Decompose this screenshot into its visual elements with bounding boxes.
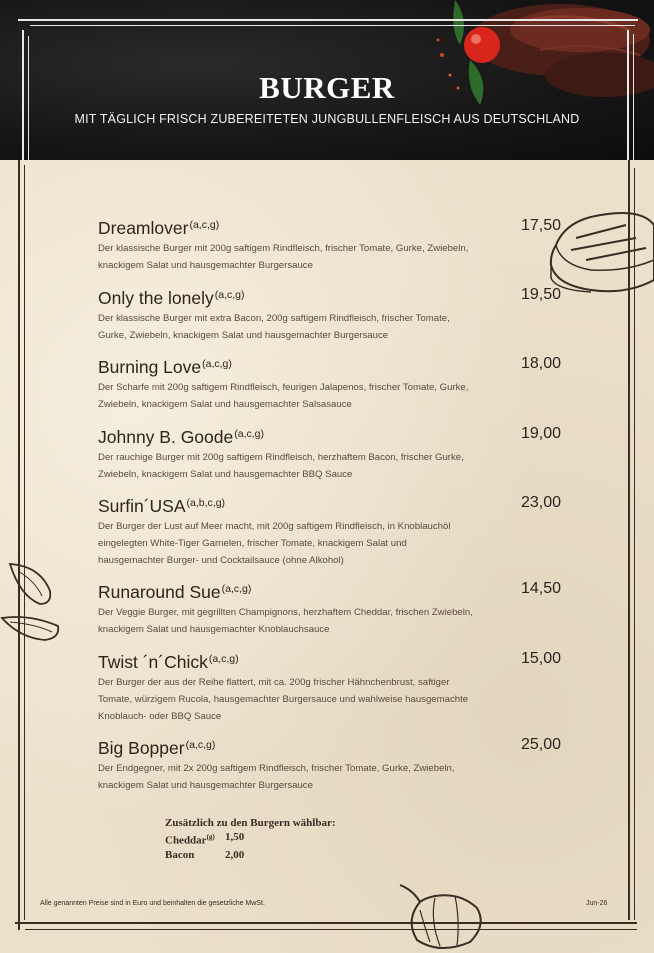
frame-left: [18, 160, 20, 930]
garlic-icon: [0, 556, 64, 646]
item-description: Der Burger der Lust auf Meer macht, mit 200g saftigem Rindfleisch, in Knoblauchöl eingelegten White-Tiger Garnelen, frischer Tomate, knackigem Salat und hausgemachter Burger- und Cocktailsauce (ohne Alkohol): [98, 521, 451, 566]
item-price: 18,00: [520, 355, 561, 372]
extra-price: 1,50: [225, 831, 245, 843]
item-description: Der klassische Burger mit 200g saftigem Rindfleisch, frischer Tomate, Gurke, Zwiebeln, knackigem Salat und hausgemachter Burgersauce: [98, 243, 469, 271]
extras-section: [165, 816, 336, 862]
garlic-bulb-icon: [395, 880, 487, 950]
item-description: Der Scharfe mit 200g saftigem Rindfleisch, feurigen Jalapenos, frischer Tomate, Gurke, Zwiebeln, knackigem Salat und hausgemachter Salsasauce: [98, 382, 469, 410]
item-allergens: (a,c,g): [234, 428, 264, 440]
item-name: Runaround Sue: [98, 582, 221, 602]
item-name: Big Bopper: [98, 738, 185, 758]
frame-left-2: [24, 165, 25, 920]
extra-name: Cheddar: [165, 834, 207, 847]
item-description: Der Burger der aus der Reihe flattert, mit ca. 200g frischer Hähnchenbrust, saftiger Tomate, würzigem Rucola, hausgemachter Burgersauce und wahlweise hausgemachte Knoblauch- oder BBQ Sauce: [98, 677, 469, 722]
item-name: Twist ´n´Chick: [98, 652, 208, 672]
menu-date: Jun-26: [586, 900, 608, 907]
item-allergens: (a,c,g): [189, 219, 220, 231]
item-name: Only the lonely: [98, 288, 214, 308]
item-name: Dreamlover: [98, 218, 189, 238]
header-rule-top: [18, 19, 638, 21]
header-banner: [0, 0, 654, 160]
price-footnote: Alle genannten Preise sind in Euro und beinhalten die gesetzliche MwSt.: [40, 900, 265, 907]
extra-name: Bacon: [165, 848, 195, 861]
item-description: Der Veggie Burger, mit gegrillten Champignons, herzhaftem Cheddar, frischen Zwiebeln, knackigem Salat und hausgemachter Knoblauchsauce: [98, 607, 473, 635]
item-description: Der klassische Burger mit extra Bacon, 200g saftigem Rindfleisch, frischer Tomate, Gurke, Zwiebeln, knackigem Salat und hausgemachter Burgersauce: [98, 313, 450, 341]
header-rule-top-2: [30, 25, 635, 26]
item-price: 25,00: [520, 736, 561, 753]
item-price: 15,00: [520, 650, 561, 667]
item-description: Der Endgegner, mit 2x 200g saftigem Rindfleisch, frischer Tomate, Gurke, Zwiebeln, knackigem Salat und hausgemachter Burgersauce: [98, 763, 455, 791]
extra-price: 2,00: [225, 848, 245, 861]
item-price: 19,00: [520, 425, 561, 442]
item-allergens: (a,c,g): [221, 583, 252, 595]
item-allergens: (a,c,g): [208, 653, 239, 665]
page-subtitle: MIT TÄGLICH FRISCH ZUBEREITETEN JUNGBULLENFLEISCH AUS DEUTSCHLAND: [74, 112, 580, 126]
extras-row-bacon: [165, 848, 336, 862]
item-name: Johnny B. Goode: [98, 427, 234, 447]
item-description: Der rauchige Burger mit 200g saftigem Rindfleisch, herzhaftem Bacon, frischer Gurke, Zwiebeln, knackigem Salat und hausgemachter BBQ Sauce: [98, 452, 464, 480]
item-allergens: (a,c,g): [214, 289, 245, 301]
extra-allergen: (g): [206, 833, 215, 841]
item-name: Surfin´USA: [98, 496, 186, 516]
item-name: Burning Love: [98, 357, 202, 377]
item-price: 17,50: [520, 217, 561, 234]
extras-row-cheddar: [165, 830, 336, 848]
frame-bottom: [15, 922, 637, 924]
item-allergens: (a,c,g): [185, 739, 216, 751]
item-price: 14,50: [520, 580, 561, 597]
frame-bottom-2: [25, 929, 637, 930]
item-price: 23,00: [520, 494, 561, 511]
item-allergens: (a,b,c,g): [186, 497, 226, 509]
page-title: BURGER: [259, 70, 395, 105]
extras-heading: Zusätzlich zu den Burgern wählbar:: [165, 817, 336, 829]
item-allergens: (a,c,g): [202, 358, 232, 370]
item-price: 19,50: [520, 286, 561, 303]
